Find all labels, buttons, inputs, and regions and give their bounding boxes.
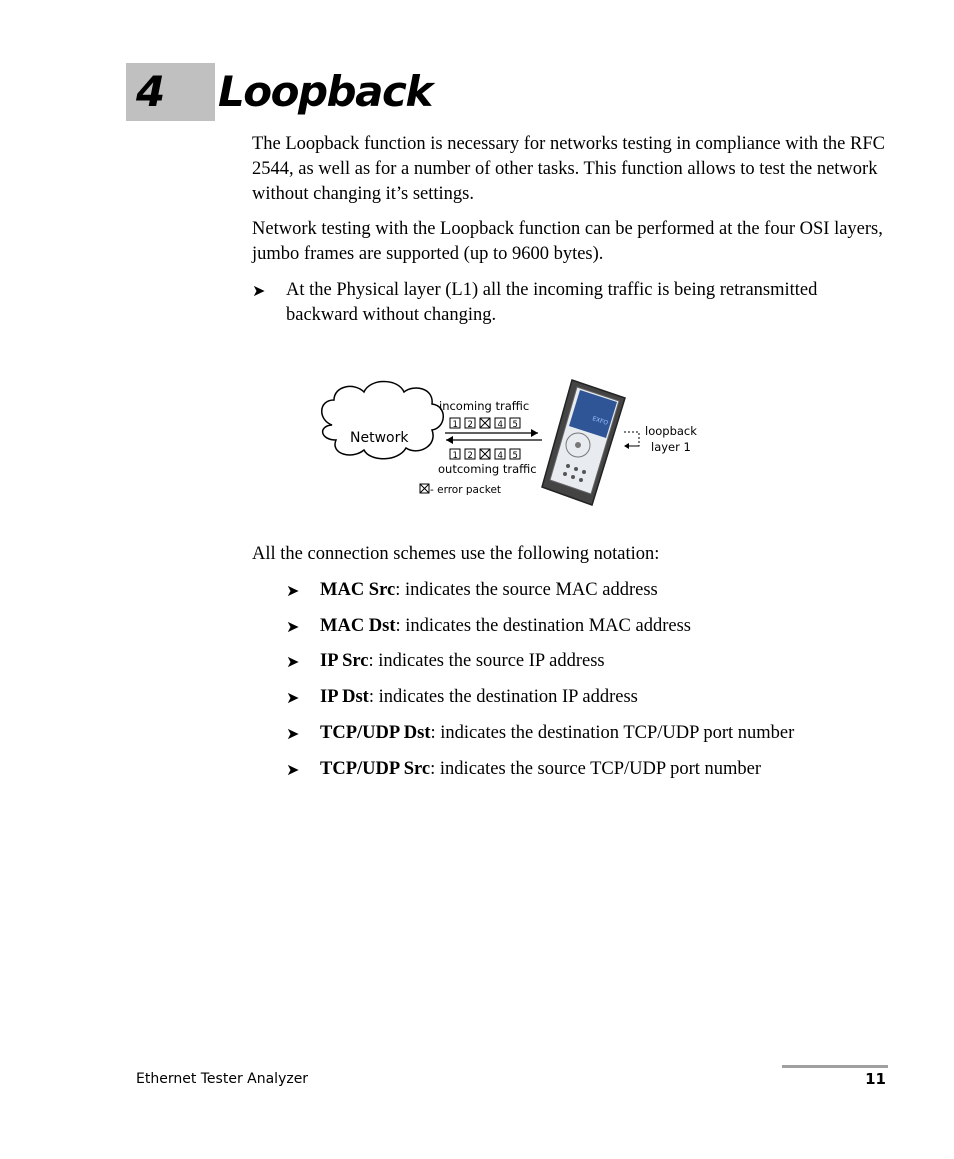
page-number: 11: [865, 1070, 886, 1088]
bullet-arrow-icon: ➤: [286, 760, 300, 779]
notation-term: TCP/UDP Dst: [320, 723, 431, 743]
bullet-arrow-icon: ➤: [286, 652, 300, 671]
incoming-packets: [450, 418, 520, 430]
incoming-traffic-label: incoming traffic: [439, 399, 530, 413]
svg-text:5: 5: [512, 451, 518, 461]
bullet-arrow-icon: ➤: [286, 724, 300, 743]
notation-desc: : indicates the destination IP address: [368, 687, 638, 707]
loopback-bracket: [624, 432, 639, 446]
bullet-arrow-icon: ➤: [286, 617, 300, 636]
svg-text:4: 4: [497, 451, 503, 461]
notation-desc: : indicates the source IP address: [368, 651, 605, 671]
network-label: Network: [350, 430, 409, 446]
chapter-title: Loopback: [218, 67, 432, 116]
outcoming-traffic-label: outcoming traffic: [438, 462, 537, 476]
notation-desc: : indicates the source MAC address: [395, 580, 658, 600]
bullet-arrow-icon: ➤: [252, 281, 266, 300]
intro-paragraph: The Loopback function is necessary for networks testing in compliance with the RFC 2544, as well as for a number of other tasks. This function allows to test the network without changing it’s settings.: [252, 134, 885, 204]
error-legend-label: - error packet: [430, 484, 502, 496]
svg-text:2: 2: [467, 451, 473, 461]
notation-intro: All the connection schemes use the following notation:: [252, 544, 660, 564]
svg-text:5: 5: [512, 420, 518, 430]
physical-layer-text: At the Physical layer (L1) all the incoming traffic is being retransmitted backward without changing.: [286, 280, 818, 325]
notation-term: IP Dst: [320, 687, 369, 707]
footer-title: Ethernet Tester Analyzer: [136, 1071, 309, 1087]
notation-term: TCP/UDP Src: [320, 759, 431, 779]
bullet-arrow-icon: ➤: [286, 688, 300, 707]
tester-device: [542, 380, 625, 505]
notation-term: MAC Dst: [320, 616, 396, 636]
osi-paragraph: Network testing with the Loopback function can be performed at the four OSI layers, jumbo frames are supported (up to 9600 bytes).: [252, 219, 883, 264]
svg-text:1: 1: [452, 451, 458, 461]
device-brand: EXFO: [591, 415, 609, 427]
outgoing-packets: [450, 449, 520, 461]
notation-term: MAC Src: [320, 580, 396, 600]
footer-rule: [782, 1065, 888, 1068]
chapter-number: 4: [136, 67, 166, 116]
loopback-diagram: [310, 370, 710, 515]
notation-desc: : indicates the destination MAC address: [395, 616, 691, 636]
svg-text:1: 1: [452, 420, 458, 430]
svg-text:2: 2: [467, 420, 473, 430]
network-cloud: [322, 382, 444, 459]
notation-desc: : indicates the source TCP/UDP port number: [430, 759, 762, 779]
notation-term: IP Src: [320, 651, 369, 671]
notation-desc: : indicates the destination TCP/UDP port number: [430, 723, 795, 743]
svg-text:4: 4: [497, 420, 503, 430]
bullet-arrow-icon: ➤: [286, 581, 300, 600]
loopback-label-2: layer 1: [651, 440, 691, 454]
loopback-label-1: loopback: [645, 424, 697, 438]
